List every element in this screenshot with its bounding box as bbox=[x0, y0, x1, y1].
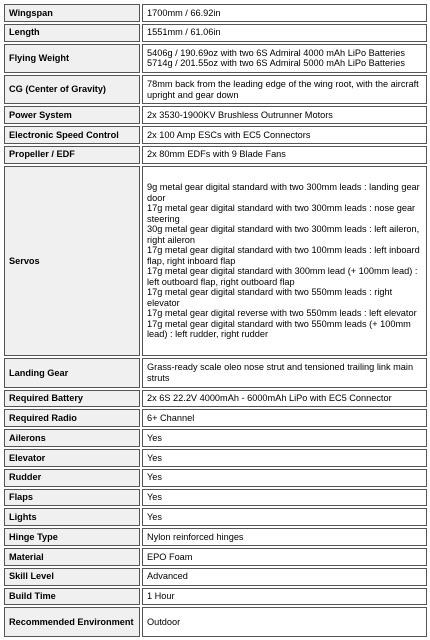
spec-value bbox=[142, 508, 427, 526]
spec-value-line: 1700mm / 66.92in bbox=[147, 7, 221, 18]
spec-label: Power System bbox=[4, 106, 140, 124]
spec-label: Required Radio bbox=[4, 409, 140, 427]
spec-value-line: Advanced bbox=[147, 571, 188, 582]
spec-value-line: 2x 80mm EDFs with 9 Blade Fans bbox=[147, 149, 286, 160]
spec-label: Flaps bbox=[4, 489, 140, 507]
spec-label: Required Battery bbox=[4, 390, 140, 408]
spec-label: Lights bbox=[4, 508, 140, 526]
spec-value bbox=[142, 469, 427, 487]
spec-value-line: Nylon reinforced hinges bbox=[147, 531, 244, 542]
spec-label: Wingspan bbox=[4, 4, 140, 22]
spec-value bbox=[142, 126, 427, 144]
spec-value bbox=[142, 449, 427, 467]
spec-label: Elevator bbox=[4, 449, 140, 467]
spec-row-landing-gear bbox=[4, 358, 427, 387]
spec-value-line: 2x 100 Amp ESCs with EC5 Connectors bbox=[147, 129, 311, 140]
spec-label: Flying Weight bbox=[4, 44, 140, 73]
spec-value bbox=[142, 4, 427, 22]
spec-value-line: Yes bbox=[147, 472, 162, 483]
spec-value bbox=[142, 548, 427, 566]
spec-row-lights bbox=[4, 508, 427, 526]
spec-value bbox=[142, 489, 427, 507]
spec-row-power-system bbox=[4, 106, 427, 124]
spec-row-material bbox=[4, 548, 427, 566]
spec-value-line: 17g metal gear digital standard with two 300mm leads : nose gear steering bbox=[147, 203, 416, 224]
spec-row-hinge-type bbox=[4, 528, 427, 546]
spec-value bbox=[142, 429, 427, 447]
spec-value-line: 6+ Channel bbox=[147, 413, 195, 424]
spec-value bbox=[142, 528, 427, 546]
spec-value-line: Outdoor bbox=[147, 616, 181, 627]
spec-value-line: 17g metal gear digital standard with two 100mm leads : left inboard flap, right inboard flap bbox=[147, 245, 420, 266]
spec-value bbox=[142, 588, 427, 606]
spec-row-length bbox=[4, 24, 427, 42]
spec-label: Propeller / EDF bbox=[4, 146, 140, 164]
spec-value bbox=[142, 146, 427, 164]
spec-value-line: Yes bbox=[147, 432, 162, 443]
spec-value bbox=[142, 409, 427, 427]
spec-value-line: 2x 3530-1900KV Brushless Outrunner Motors bbox=[147, 109, 333, 120]
spec-row-ailerons bbox=[4, 429, 427, 447]
spec-row-required-battery bbox=[4, 390, 427, 408]
spec-row-esc bbox=[4, 126, 427, 144]
spec-value-line: 17g metal gear digital standard with 300mm lead (+ 100mm lead) : left outboard flap, right outboard flap bbox=[147, 266, 418, 287]
spec-label: Rudder bbox=[4, 469, 140, 487]
spec-value bbox=[142, 568, 427, 586]
spec-row-build-time bbox=[4, 588, 427, 606]
spec-value-line: 17g metal gear digital reverse with two 550mm leads : left elevator bbox=[147, 308, 417, 319]
spec-row-flying-weight bbox=[4, 44, 427, 73]
spec-row-wingspan bbox=[4, 4, 427, 22]
spec-value bbox=[142, 106, 427, 124]
spec-value-line: Grass-ready scale oleo nose strut and tensioned trailing link main struts bbox=[147, 362, 414, 383]
spec-value-line: 78mm back from the leading edge of the wing root, with the aircraft upright and gear down bbox=[147, 79, 419, 100]
spec-label: Hinge Type bbox=[4, 528, 140, 546]
spec-label: Servos bbox=[4, 166, 140, 357]
spec-row-servos bbox=[4, 166, 427, 357]
spec-value bbox=[142, 24, 427, 42]
spec-label: Electronic Speed Control bbox=[4, 126, 140, 144]
spec-value-line: Yes bbox=[147, 452, 162, 463]
spec-row-propeller bbox=[4, 146, 427, 164]
spec-value bbox=[142, 607, 427, 637]
spec-value-line: 5406g / 190.69oz with two 6S Admiral 4000 mAh LiPo Batteries bbox=[147, 47, 405, 58]
spec-value-line: 2x 6S 22.2V 4000mAh - 6000mAh LiPo with EC5 Connector bbox=[147, 393, 392, 404]
spec-value-line: Yes bbox=[147, 492, 162, 503]
spec-value bbox=[142, 44, 427, 73]
spec-label: Material bbox=[4, 548, 140, 566]
spec-value-line: 30g metal gear digital standard with two 300mm leads : left aileron, right aileron bbox=[147, 224, 420, 245]
spec-row-elevator bbox=[4, 449, 427, 467]
spec-label: Recommended Environment bbox=[4, 607, 140, 637]
spec-table-body bbox=[4, 4, 427, 637]
spec-value-line: Yes bbox=[147, 512, 162, 523]
spec-label: Length bbox=[4, 24, 140, 42]
spec-label: CG (Center of Gravity) bbox=[4, 75, 140, 104]
spec-value-line: EPO Foam bbox=[147, 551, 193, 562]
spec-value bbox=[142, 166, 427, 357]
spec-value bbox=[142, 75, 427, 104]
spec-value-line: 5714g / 201.55oz with two 6S Admiral 5000 mAh LiPo Batteries bbox=[147, 58, 405, 69]
spec-row-required-radio bbox=[4, 409, 427, 427]
spec-value-line: 17g metal gear digital standard with two 550mm leads : right elevator bbox=[147, 287, 393, 308]
spec-label: Build Time bbox=[4, 588, 140, 606]
spec-row-cg bbox=[4, 75, 427, 104]
spec-row-rudder bbox=[4, 469, 427, 487]
spec-label: Ailerons bbox=[4, 429, 140, 447]
spec-value-line: 17g metal gear digital standard with two 550mm leads (+ 100mm lead) : left rudder, right rudder bbox=[147, 318, 411, 340]
spec-value-line: 1551mm / 61.06in bbox=[147, 27, 221, 38]
spec-row-flaps bbox=[4, 489, 427, 507]
spec-value bbox=[142, 358, 427, 387]
spec-value-line: 1 Hour bbox=[147, 591, 175, 602]
spec-value-line: 9g metal gear digital standard with two 300mm leads : landing gear door bbox=[147, 182, 420, 203]
spec-value bbox=[142, 390, 427, 408]
spec-label: Landing Gear bbox=[4, 358, 140, 387]
spec-row-recommended-environment bbox=[4, 607, 427, 637]
spec-table bbox=[2, 2, 429, 639]
spec-label: Skill Level bbox=[4, 568, 140, 586]
spec-row-skill-level bbox=[4, 568, 427, 586]
